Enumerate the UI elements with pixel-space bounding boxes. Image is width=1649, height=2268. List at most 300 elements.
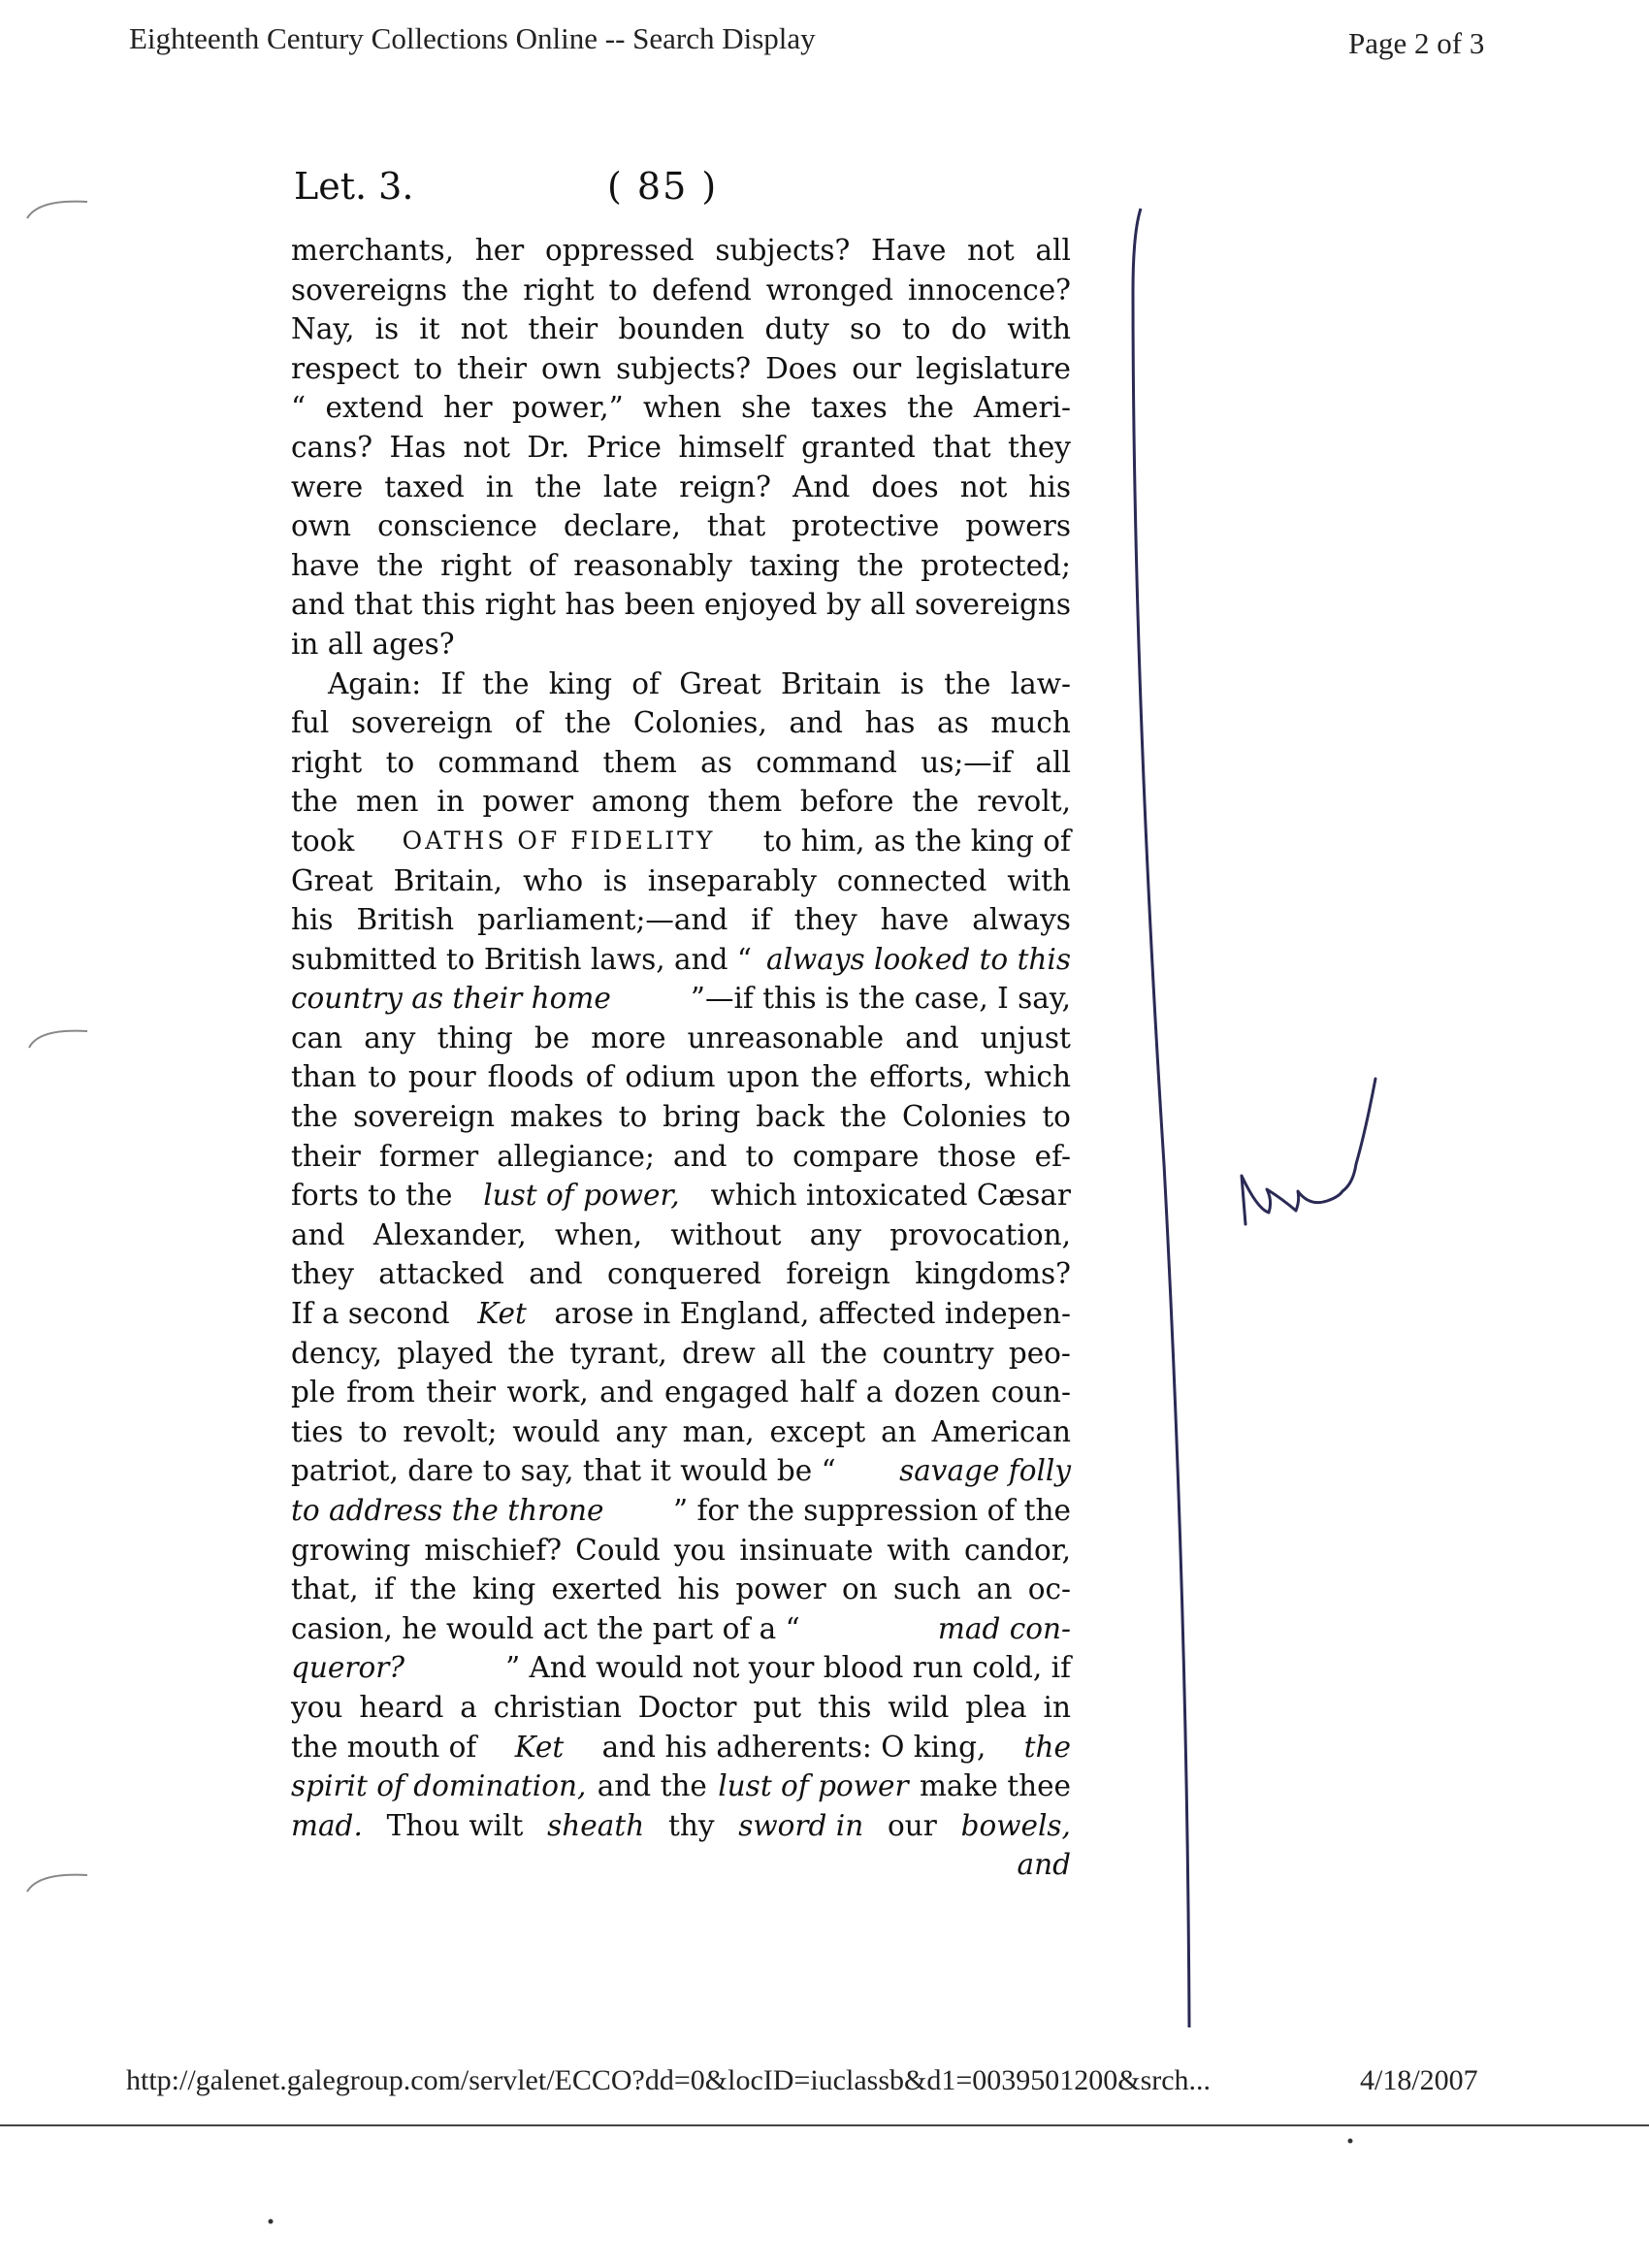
- text-word: of: [585, 1060, 614, 1094]
- text-run: country as their home: [291, 982, 611, 1016]
- text-word: And: [792, 470, 851, 503]
- text-word: the: [376, 548, 424, 582]
- text-word: conquered: [606, 1257, 762, 1291]
- text-word: played: [397, 1336, 494, 1370]
- text-word: bounden: [618, 312, 745, 346]
- text-word: taxes: [811, 391, 888, 425]
- text-word: has: [565, 588, 616, 622]
- text-word: is: [603, 863, 628, 897]
- text-word: ties: [291, 1414, 343, 1448]
- text-word: and: [905, 1021, 959, 1054]
- text-line: [291, 1451, 1071, 1491]
- text-line: [291, 1531, 1071, 1571]
- text-word: when,: [555, 1217, 643, 1251]
- text-word: plea: [965, 1690, 1027, 1724]
- text-word: man,: [682, 1414, 755, 1448]
- text-line: [291, 309, 1071, 349]
- text-word: this: [421, 588, 476, 622]
- text-word: Could: [575, 1533, 661, 1567]
- text-word: the: [912, 785, 959, 819]
- text-word: be: [534, 1021, 570, 1054]
- text-word: it: [419, 312, 440, 346]
- text-word: Has: [389, 430, 446, 464]
- text-line: [291, 506, 1071, 546]
- text-run: mad con-: [937, 1611, 1071, 1645]
- text-word: to: [1042, 1100, 1071, 1134]
- text-word: connected: [836, 863, 987, 897]
- text-word: power: [735, 1572, 826, 1606]
- text-word: an: [976, 1572, 1013, 1606]
- text-word: they: [793, 903, 857, 937]
- text-line: [291, 1845, 1071, 1885]
- text-word: Alexander,: [372, 1217, 527, 1251]
- text-word: upon: [727, 1060, 799, 1094]
- text-word: and: [672, 1139, 728, 1173]
- text-line: [291, 1057, 1071, 1097]
- text-word: of: [514, 706, 543, 740]
- text-word: respect: [291, 351, 400, 385]
- text-word: ef-: [1034, 1139, 1071, 1173]
- text-run: always looked to this: [765, 942, 1071, 976]
- text-line: [291, 703, 1071, 743]
- text-word: king: [472, 1572, 536, 1606]
- text-word: British: [356, 903, 455, 937]
- text-run: forts to the: [291, 1179, 462, 1213]
- text-word: that: [932, 430, 991, 464]
- text-line: [291, 625, 1071, 664]
- text-word: with: [1007, 312, 1071, 346]
- text-run: sword in: [738, 1808, 864, 1842]
- text-word: Price: [586, 430, 662, 464]
- text-word: as: [937, 706, 969, 740]
- text-word: American: [931, 1414, 1071, 1448]
- text-word: provocation,: [889, 1217, 1071, 1251]
- text-word: “: [291, 391, 307, 425]
- text-word: Nay,: [291, 312, 355, 346]
- text-run: which intoxicated Cæsar: [701, 1179, 1071, 1213]
- text-word: If: [440, 666, 463, 700]
- text-run: spirit of domination,: [291, 1769, 587, 1803]
- text-word: if: [373, 1572, 395, 1606]
- text-word: Ameri-: [973, 391, 1071, 425]
- text-word: an: [881, 1414, 917, 1448]
- text-word: all: [1035, 234, 1071, 267]
- text-run: the mouth of: [291, 1730, 486, 1764]
- text-word: right: [440, 548, 512, 582]
- text-line: [291, 822, 1071, 861]
- text-word: parliament;—and: [477, 903, 728, 937]
- binding-hole-mark: [27, 202, 87, 218]
- text-word: the: [462, 273, 509, 307]
- text-word: Does: [765, 351, 838, 385]
- text-word: the: [564, 706, 612, 740]
- scan-speck: [269, 2219, 274, 2224]
- text-word: to: [368, 1060, 397, 1094]
- text-line: [291, 428, 1071, 468]
- text-word: if: [751, 903, 771, 937]
- text-word: right: [484, 588, 556, 622]
- text-word: and: [529, 1257, 583, 1291]
- text-line: [291, 664, 1071, 704]
- text-word: ple: [291, 1376, 336, 1409]
- text-word: Britain,: [393, 863, 503, 897]
- text-word: unreasonable: [687, 1021, 885, 1054]
- text-word: the: [857, 548, 904, 582]
- text-word: power: [482, 785, 573, 819]
- text-word: without: [670, 1217, 782, 1251]
- text-run: casion, he would act the part of a “: [291, 1611, 810, 1645]
- text-word: not: [460, 312, 508, 346]
- text-line: [291, 1373, 1071, 1412]
- text-run: thy: [659, 1808, 724, 1842]
- text-word: their: [528, 312, 598, 346]
- text-word: christian: [493, 1690, 622, 1724]
- text-word: unjust: [980, 1021, 1071, 1054]
- text-word: who: [523, 863, 584, 897]
- binding-hole-mark: [29, 1031, 87, 1048]
- text-word: revolt,: [977, 785, 1071, 819]
- text-word: taxed: [384, 470, 465, 503]
- text-word: in: [1043, 1690, 1071, 1724]
- text-word: country: [882, 1336, 994, 1370]
- text-word: power,”: [511, 391, 624, 425]
- text-word: law-: [1010, 666, 1071, 700]
- text-run: our: [878, 1808, 947, 1842]
- text-word: her: [443, 391, 493, 425]
- text-run: in all ages?: [291, 627, 455, 661]
- text-word: efforts,: [869, 1060, 973, 1094]
- text-word: granted: [801, 430, 916, 464]
- text-run: bowels,: [960, 1808, 1071, 1842]
- text-line: [291, 1728, 1071, 1767]
- text-word: defend: [652, 273, 752, 307]
- text-word: powers: [965, 509, 1071, 543]
- text-word: foreign: [786, 1257, 890, 1291]
- text-word: his: [291, 903, 334, 937]
- text-word: any: [809, 1217, 862, 1251]
- text-line: [291, 1097, 1071, 1137]
- text-word: the: [810, 1060, 858, 1094]
- text-word: from: [346, 1376, 415, 1409]
- text-run: took: [291, 824, 364, 858]
- text-word: half: [799, 1376, 856, 1409]
- text-word: Colonies: [901, 1100, 1027, 1134]
- text-word: the: [944, 666, 991, 700]
- text-word: merchants,: [291, 234, 455, 267]
- text-word: a: [865, 1376, 884, 1409]
- text-line: [291, 388, 1071, 428]
- text-line: [291, 1019, 1071, 1058]
- text-line: [291, 979, 1071, 1019]
- text-word: floods: [487, 1060, 574, 1094]
- text-line: [291, 1688, 1071, 1728]
- text-word: extend: [325, 391, 424, 425]
- text-line: [291, 1334, 1071, 1374]
- text-word: us;—if: [921, 745, 1013, 779]
- book-body-text: [291, 231, 1071, 1885]
- print-header-title: Eighteenth Century Collections Online -- Search Display: [129, 21, 816, 55]
- text-line: [291, 782, 1071, 822]
- text-word: all: [1035, 745, 1071, 779]
- text-word: Britain: [781, 666, 882, 700]
- text-line: [291, 1766, 1071, 1806]
- text-word: their: [426, 1376, 497, 1409]
- text-line: [291, 940, 1071, 980]
- text-line: [291, 1491, 1071, 1531]
- text-word: Have: [871, 234, 947, 267]
- text-word: any: [364, 1021, 416, 1054]
- text-line: [291, 585, 1071, 625]
- text-word: dozen: [893, 1376, 981, 1409]
- text-word: ful: [291, 706, 330, 740]
- text-word: with: [1007, 863, 1071, 897]
- text-run: sheath: [547, 1808, 645, 1842]
- text-word: except: [769, 1414, 866, 1448]
- text-word: pour: [407, 1060, 476, 1094]
- text-word: you: [291, 1690, 343, 1724]
- text-word: on: [842, 1572, 878, 1606]
- text-run: the: [1023, 1730, 1071, 1764]
- text-run: arose in England, affected indepen-: [545, 1297, 1071, 1331]
- text-word: that: [353, 588, 413, 622]
- text-word: all: [770, 1336, 806, 1370]
- text-run: to him, as the king of: [754, 824, 1071, 858]
- text-run: queror?: [291, 1651, 405, 1685]
- text-word: do: [951, 312, 987, 346]
- text-word: sovereign: [351, 706, 493, 740]
- text-word: wild: [888, 1690, 950, 1724]
- text-word: is: [374, 312, 400, 346]
- text-word: the: [482, 666, 530, 700]
- text-word: wronged: [765, 273, 894, 307]
- text-run: If a second: [291, 1297, 460, 1331]
- text-word: Great: [291, 863, 373, 897]
- text-run: Thou wilt: [377, 1808, 533, 1842]
- text-word: subjects?: [715, 234, 851, 267]
- text-word: reign?: [679, 470, 771, 503]
- text-word: subjects?: [616, 351, 752, 385]
- print-page-indicator: Page 2 of 3: [1348, 26, 1485, 60]
- text-word: been: [624, 588, 695, 622]
- text-line: [291, 468, 1071, 507]
- text-word: Colonies,: [632, 706, 767, 740]
- text-word: command: [756, 745, 897, 779]
- text-word: makes: [509, 1100, 603, 1134]
- text-word: Great: [679, 666, 761, 700]
- text-line: [291, 861, 1071, 901]
- text-word: dency,: [291, 1336, 382, 1370]
- text-word: them: [707, 785, 783, 819]
- text-word: coun-: [990, 1376, 1071, 1409]
- text-word: exerted: [551, 1572, 663, 1606]
- text-run: and his adherents: O king,: [593, 1730, 995, 1764]
- text-word: to: [618, 1100, 648, 1134]
- text-word: oppressed: [544, 234, 695, 267]
- text-word: you: [673, 1533, 727, 1567]
- text-word: as: [700, 745, 732, 779]
- text-line: [291, 1412, 1071, 1452]
- text-word: engaged: [663, 1376, 790, 1409]
- book-page-number: ( 85 ): [607, 165, 719, 208]
- text-word: the: [409, 1572, 457, 1606]
- text-word: men: [356, 785, 419, 819]
- text-word: the: [507, 1336, 555, 1370]
- text-line: [291, 1294, 1071, 1334]
- text-word: taxing: [749, 548, 840, 582]
- text-run: make thee: [910, 1769, 1071, 1803]
- text-word: former: [378, 1139, 479, 1173]
- text-word: when: [643, 391, 722, 425]
- text-word: oc-: [1027, 1572, 1071, 1606]
- text-word: not: [967, 234, 1015, 267]
- text-run: OATHS OF FIDELITY: [402, 826, 716, 855]
- text-word: candor,: [963, 1533, 1071, 1567]
- text-word: declare,: [564, 509, 681, 543]
- text-word: have: [880, 903, 950, 937]
- text-word: she: [741, 391, 792, 425]
- text-line: [291, 271, 1071, 310]
- text-word: does: [871, 470, 939, 503]
- text-line: [291, 1648, 1071, 1688]
- text-word: back: [756, 1100, 825, 1134]
- print-footer-url: http://galenet.galegroup.com/servlet/ECCO?dd=0&locID=iuclassb&d1=0039501200&srch...: [126, 2064, 1212, 2096]
- text-word: sovereigns: [914, 588, 1071, 622]
- text-line: [291, 1215, 1071, 1255]
- text-run: Ket: [514, 1730, 565, 1764]
- text-word: compare: [792, 1139, 920, 1173]
- text-word: all: [869, 588, 906, 622]
- text-word: inseparably: [647, 863, 817, 897]
- text-word: insinuate: [739, 1533, 874, 1567]
- text-line: [291, 1609, 1071, 1649]
- text-word: by: [825, 588, 861, 622]
- text-word: would: [512, 1414, 600, 1448]
- text-word: duty: [764, 312, 829, 346]
- text-run: and: [1017, 1848, 1071, 1882]
- text-word: in: [436, 785, 465, 819]
- text-word: any: [615, 1414, 667, 1448]
- text-run: ” for the suppression of the: [673, 1494, 1071, 1527]
- text-word: reasonably: [573, 548, 732, 582]
- text-run: savage folly: [899, 1454, 1071, 1488]
- text-word: tyrant,: [569, 1336, 667, 1370]
- text-word: to: [358, 1414, 388, 1448]
- text-run: ” And would not your blood run cold, if: [505, 1651, 1071, 1685]
- text-word: protected;: [921, 548, 1071, 582]
- text-run: submitted to British laws, and “: [291, 942, 761, 976]
- text-word: their: [291, 1139, 361, 1173]
- text-word: her: [474, 234, 525, 267]
- text-line: [291, 1254, 1071, 1294]
- text-word: late: [602, 470, 659, 503]
- text-line: [291, 1176, 1071, 1215]
- text-word: right: [291, 745, 363, 779]
- text-word: right: [523, 273, 595, 307]
- text-word: own: [291, 509, 352, 543]
- text-word: such: [892, 1572, 961, 1606]
- text-word: protective: [792, 509, 940, 543]
- text-word: with: [887, 1533, 951, 1567]
- text-word: not: [959, 470, 1008, 503]
- text-word: conscience: [377, 509, 537, 543]
- text-word: they: [291, 1257, 354, 1291]
- text-word: himself: [678, 430, 785, 464]
- text-word: the: [839, 1100, 888, 1134]
- text-line: [291, 349, 1071, 389]
- text-word: and: [599, 1376, 654, 1409]
- text-word: not: [463, 430, 510, 464]
- text-word: than: [291, 1060, 357, 1094]
- text-run: ”—if this is the case, I say,: [690, 982, 1071, 1016]
- text-word: thing: [436, 1021, 513, 1054]
- text-word: revolt;: [403, 1414, 498, 1448]
- text-word: in: [485, 470, 514, 503]
- text-word: bring: [663, 1100, 741, 1134]
- text-run: lust of power: [718, 1769, 909, 1803]
- text-word: can: [291, 1021, 343, 1054]
- text-word: is: [900, 666, 924, 700]
- text-word: heard: [359, 1690, 444, 1724]
- text-word: so: [849, 312, 882, 346]
- footer-divider: [0, 2124, 1649, 2126]
- text-word: drew: [682, 1336, 756, 1370]
- text-word: allegiance;: [497, 1139, 655, 1173]
- text-word: among: [591, 785, 690, 819]
- text-word: peo-: [1008, 1336, 1071, 1370]
- text-word: to: [413, 351, 443, 385]
- text-word: to: [745, 1139, 775, 1173]
- text-word: put: [753, 1690, 802, 1724]
- text-word: a: [460, 1690, 477, 1724]
- text-line: [291, 1806, 1071, 1846]
- text-word: his: [1028, 470, 1071, 503]
- handwritten-note-mark: [1242, 1079, 1375, 1224]
- text-word: have: [291, 548, 360, 582]
- text-run: lust of power,: [483, 1179, 680, 1213]
- text-word: to: [901, 312, 931, 346]
- text-word: sovereigns: [291, 273, 448, 307]
- text-word: their: [457, 351, 527, 385]
- text-word: and: [291, 588, 345, 622]
- text-word: Dr.: [527, 430, 570, 464]
- text-word: legislature: [916, 351, 1071, 385]
- text-word: and: [789, 706, 843, 740]
- text-word: Doctor: [637, 1690, 737, 1724]
- text-run: patriot, dare to say, that it would be “: [291, 1454, 846, 1488]
- text-line: [291, 231, 1071, 271]
- text-word: of: [631, 666, 660, 700]
- print-footer-date: 4/18/2007: [1360, 2064, 1478, 2096]
- text-word: that: [706, 509, 766, 543]
- text-word: sovereign: [353, 1100, 496, 1134]
- text-word: them: [602, 745, 677, 779]
- text-run: and the: [588, 1769, 717, 1803]
- text-word: to: [608, 273, 638, 307]
- text-word: our: [852, 351, 902, 385]
- text-word: to: [385, 745, 415, 779]
- text-word: of: [529, 548, 557, 582]
- text-word: own: [541, 351, 602, 385]
- text-run: to address the throne: [291, 1494, 604, 1527]
- text-word: king: [548, 666, 612, 700]
- text-line: [291, 1137, 1071, 1177]
- text-word: they: [1007, 430, 1071, 464]
- text-line: [291, 546, 1071, 586]
- text-word: the: [534, 470, 582, 503]
- text-word: the: [907, 391, 954, 425]
- scan-speck: [1348, 2139, 1353, 2144]
- text-word: those: [937, 1139, 1017, 1173]
